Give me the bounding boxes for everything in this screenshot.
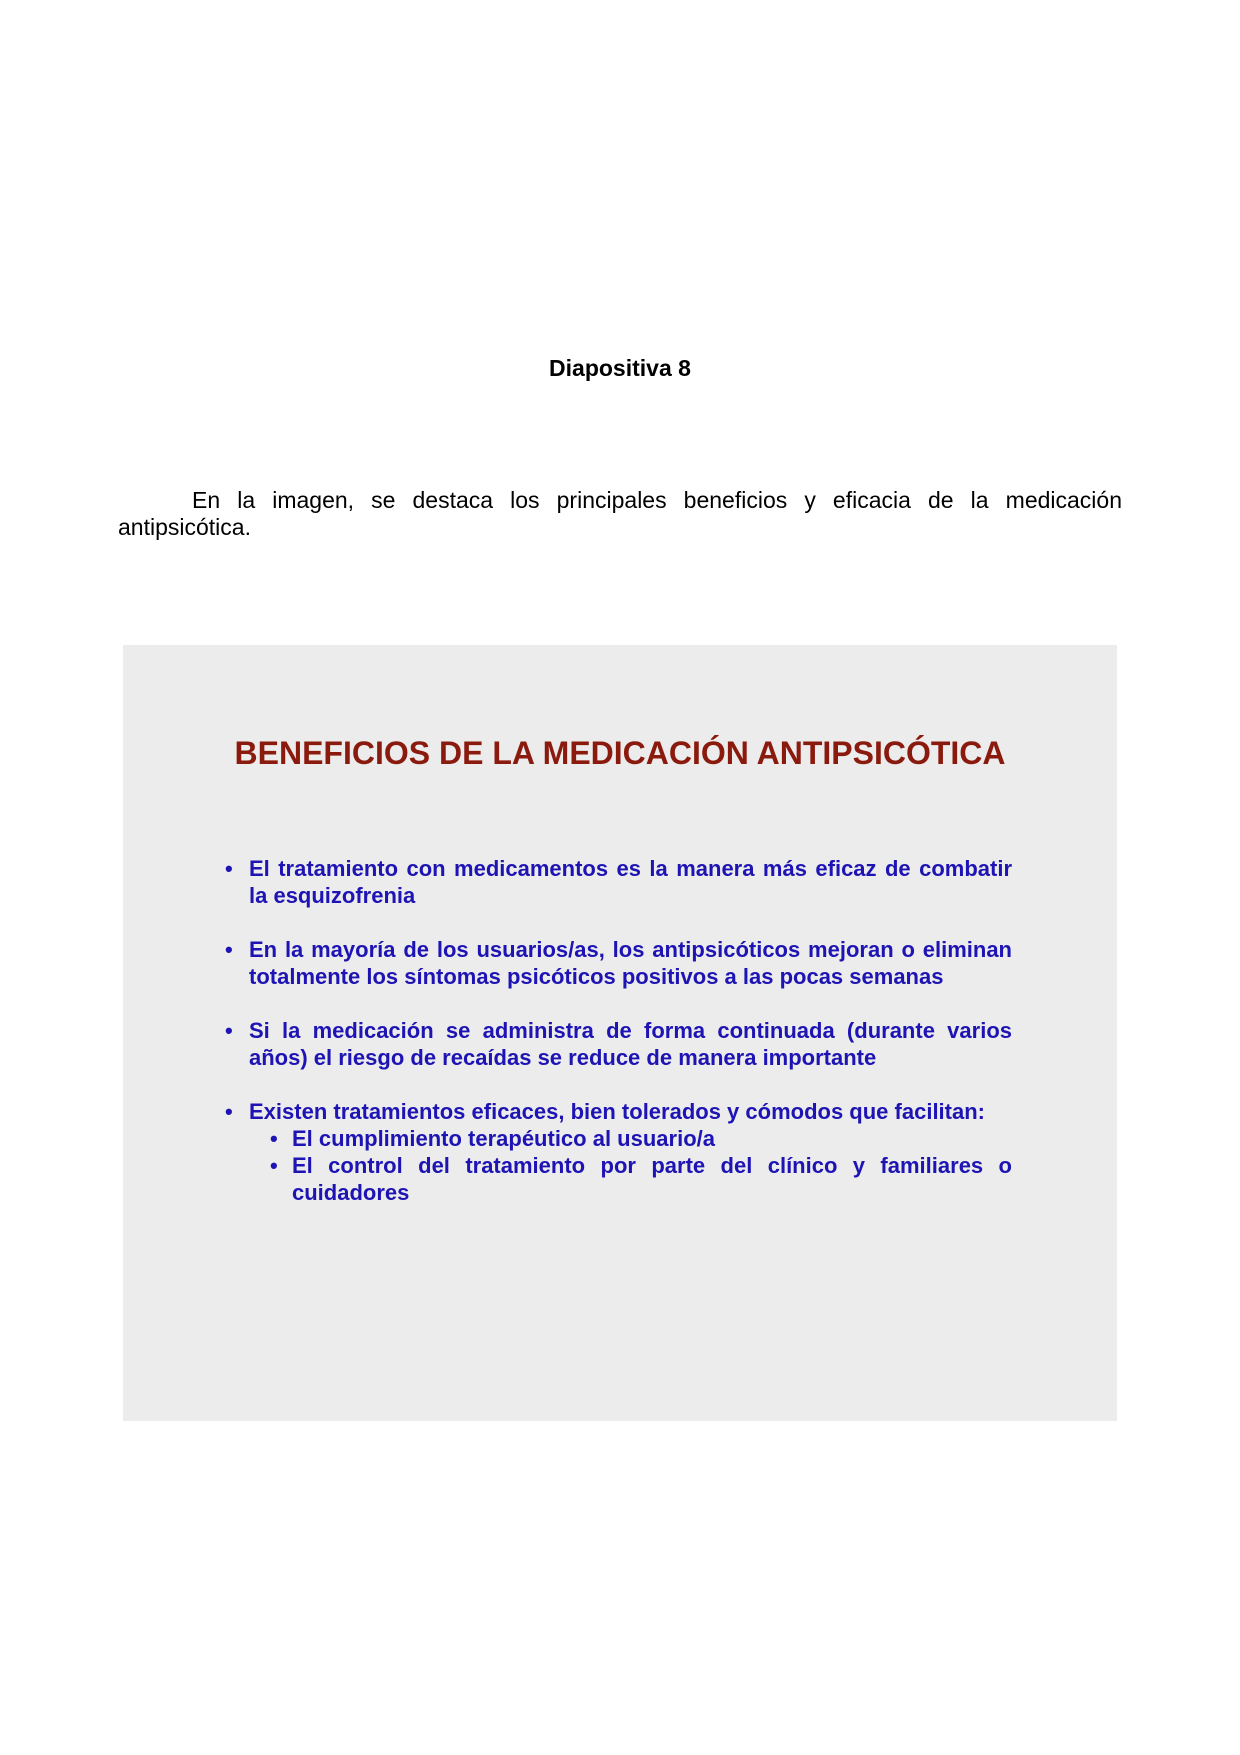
list-item: [225, 1098, 1012, 1206]
bullet-icon: •: [270, 1153, 278, 1178]
list-item-text: Si la medicación se administra de forma continuada (durante varios años) el riesgo de recaídas se reduce de manera importante: [249, 1018, 1012, 1070]
sub-list: [249, 1125, 1012, 1206]
list-item: [225, 855, 1012, 909]
sub-list-item: [270, 1125, 1012, 1152]
bullet-icon: •: [225, 1099, 233, 1124]
intro-paragraph: En la imagen, se destaca los principales beneficios y eficacia de la medicación antipsicótica.: [118, 487, 1122, 540]
slide-title: BENEFICIOS DE LA MEDICACIÓN ANTIPSICÓTICA: [234, 735, 1006, 771]
page-title: Diapositiva 8: [549, 355, 691, 381]
slide-image: [123, 645, 1117, 1421]
benefits-list: [225, 855, 1012, 1233]
list-item: [225, 936, 1012, 990]
list-item-text: El tratamiento con medicamentos es la manera más eficaz de combatir la esquizofrenia: [249, 856, 1012, 908]
bullet-icon: •: [270, 1126, 278, 1151]
sub-list-item-text: El control del tratamiento por parte del clínico y familiares o cuidadores: [292, 1153, 1012, 1205]
list-item: [225, 1017, 1012, 1071]
bullet-icon: •: [225, 937, 233, 962]
bullet-icon: •: [225, 1018, 233, 1043]
sub-list-item: [270, 1152, 1012, 1206]
list-item-text: En la mayoría de los usuarios/as, los antipsicóticos mejoran o eliminan totalmente los síntomas psicóticos positivos a las pocas semanas: [249, 937, 1012, 989]
list-item-text: Existen tratamientos eficaces, bien tolerados y cómodos que facilitan:: [249, 1099, 985, 1124]
bullet-icon: •: [225, 856, 233, 881]
sub-list-item-text: El cumplimiento terapéutico al usuario/a: [292, 1126, 715, 1151]
